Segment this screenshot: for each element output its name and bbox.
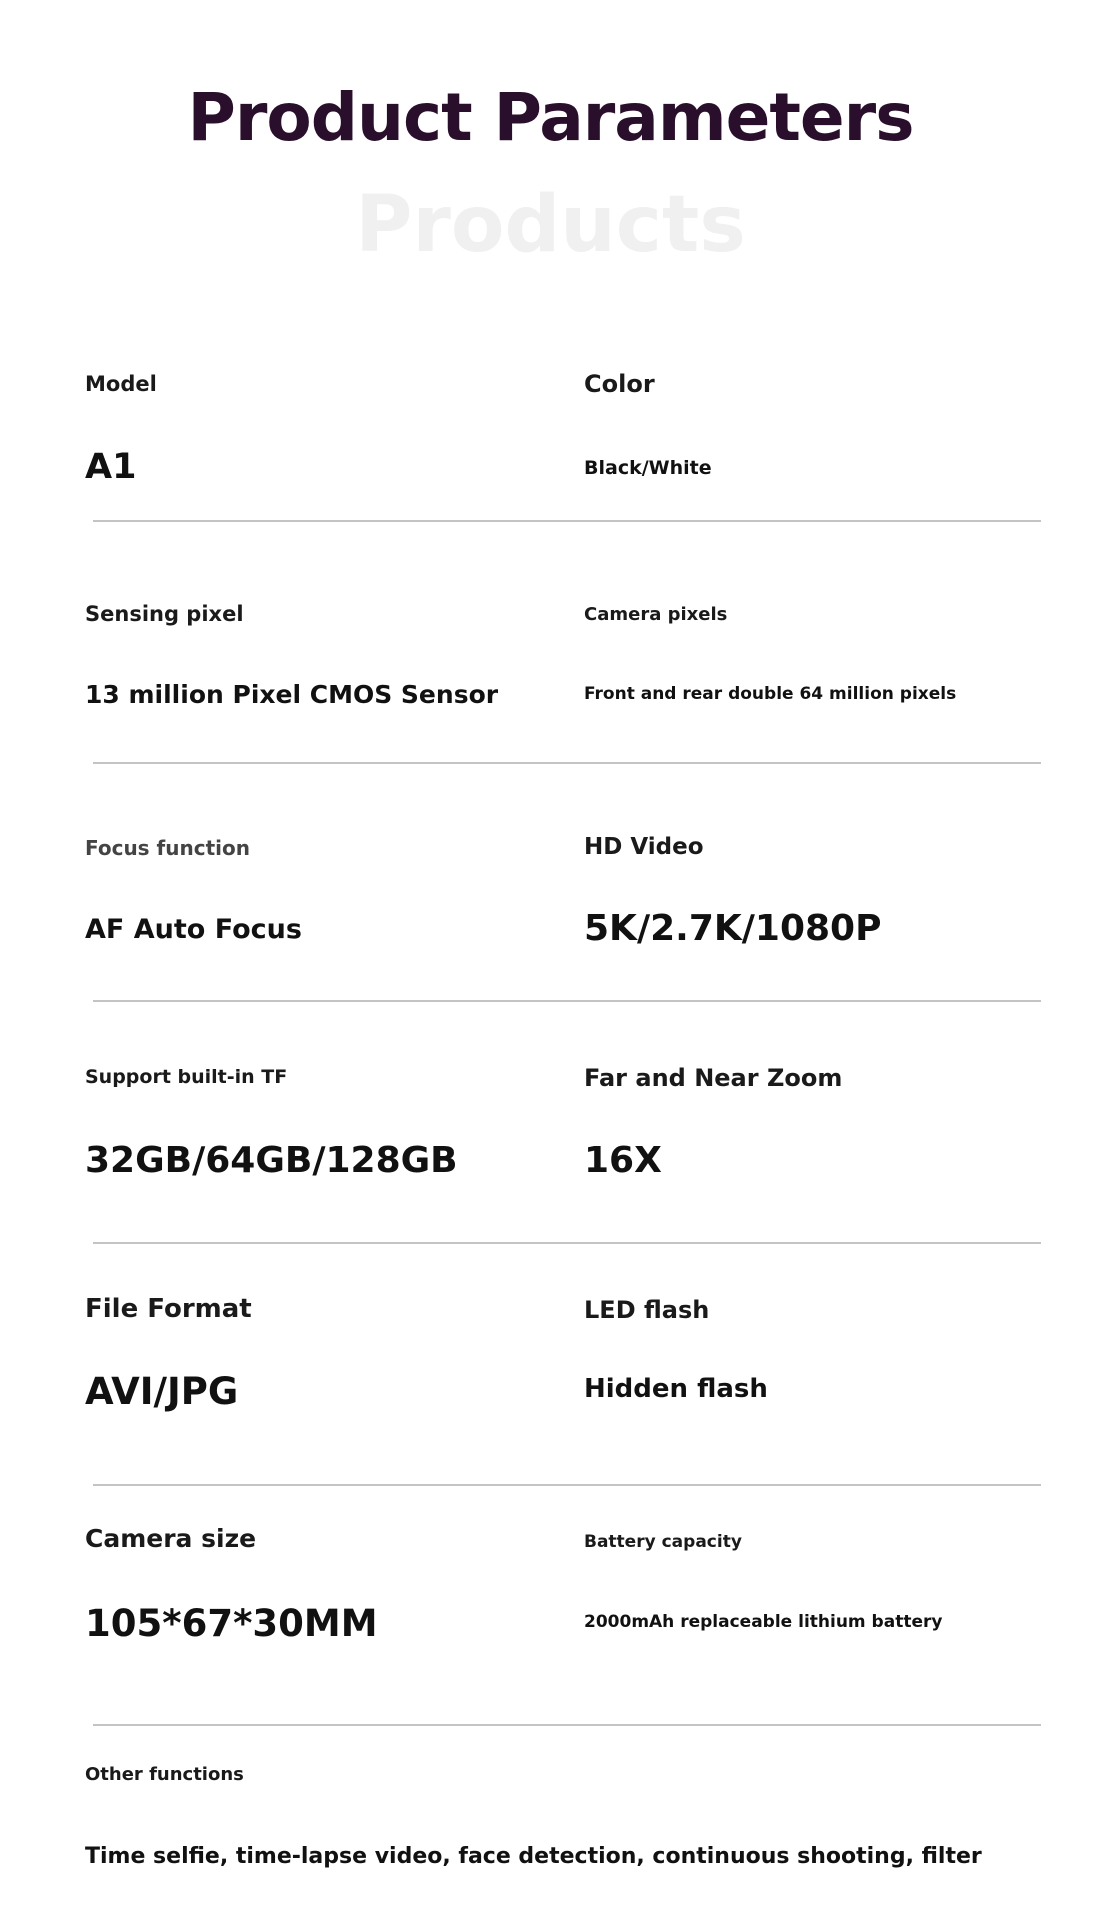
spec-value: AF Auto Focus <box>85 914 302 945</box>
spec-label: Camera size <box>85 1524 257 1553</box>
spec-value: 105*67*30MM <box>85 1602 378 1645</box>
spec-label: Far and Near Zoom <box>584 1064 843 1092</box>
spec-label: Sensing pixel <box>85 602 244 626</box>
spec-value: Front and rear double 64 million pixels <box>584 684 957 704</box>
spec-label: Focus function <box>85 836 250 860</box>
spec-value: 5K/2.7K/1080P <box>584 908 882 949</box>
spec-value: Time selfie, time-lapse video, face detection, continuous shooting, filter <box>85 1844 982 1869</box>
spec-label: Model <box>85 372 157 396</box>
spec-value: 16X <box>584 1140 662 1181</box>
spec-value: A1 <box>85 447 137 487</box>
spec-value: Hidden flash <box>584 1374 768 1404</box>
spec-value: Black/White <box>584 457 712 479</box>
spec-label: LED flash <box>584 1296 710 1324</box>
watermark-text: Products <box>355 180 746 270</box>
divider <box>93 1242 1041 1244</box>
spec-label: Other functions <box>85 1764 244 1785</box>
spec-label: Support built-in TF <box>85 1066 288 1088</box>
divider <box>93 1000 1041 1002</box>
divider <box>93 1484 1041 1486</box>
divider <box>93 762 1041 764</box>
spec-label: HD Video <box>584 834 704 860</box>
spec-label: Battery capacity <box>584 1532 742 1552</box>
divider <box>93 520 1041 522</box>
spec-value: 13 million Pixel CMOS Sensor <box>85 680 499 709</box>
spec-value: AVI/JPG <box>85 1370 239 1413</box>
page-title: Product Parameters <box>187 79 914 156</box>
spec-label: Color <box>584 370 655 398</box>
spec-value: 2000mAh replaceable lithium battery <box>584 1612 943 1632</box>
divider <box>93 1724 1041 1726</box>
spec-label: Camera pixels <box>584 604 728 625</box>
spec-value: 32GB/64GB/128GB <box>85 1140 458 1181</box>
spec-label: File Format <box>85 1294 252 1324</box>
